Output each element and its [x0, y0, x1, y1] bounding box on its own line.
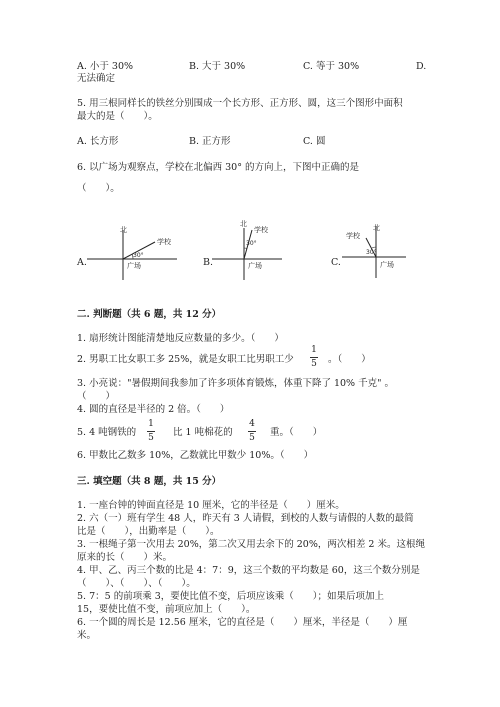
q4-option-a: A. 小于 30% [77, 61, 134, 72]
angle-label: 30° [246, 240, 257, 247]
fraction-denominator: 5 [148, 433, 154, 443]
q5-option-c: C. 圆 [303, 136, 326, 147]
q6-option-a: A. [77, 257, 87, 268]
q5-option-b: B. 正方形 [189, 136, 231, 147]
compass-diagram-a [87, 222, 187, 282]
s2-q2-fraction [308, 345, 320, 370]
s3-q3-line2: 原来的长（ ）米。 [77, 552, 173, 563]
north-label: 北 [240, 220, 247, 228]
q6-line1: 6. 以广场为观察点，学校在北偏西 30° 的方向上，下图中正确的是 [77, 162, 359, 173]
s3-q4-line1: 4. 甲、乙、丙三个数的比是 4：7：9，这三个数的平均数是 60，这三个数分别是 [77, 565, 420, 576]
s3-q1: 1. 一座台钟的钟面直径是 10 厘米，它的半径是（ ）厘米。 [77, 500, 345, 511]
s2-q5-part1: 5. 4 吨钢铁的 [77, 427, 137, 438]
compass-diagram-c [342, 218, 442, 278]
s2-q5-part3: 重。（ ） [270, 427, 323, 438]
q4-option-c: C. 等于 30% [303, 61, 360, 72]
section2-title: 二. 判断题（共 6 题，共 12 分） [77, 309, 222, 320]
q6-option-c: C. [331, 257, 341, 268]
s2-q2-part2: 。（ ） [328, 354, 371, 365]
compass-diagram-b [212, 218, 312, 278]
s3-q6-line2: 米。 [77, 630, 97, 641]
s3-q2-line1: 2. 六（一）班有学生 48 人，昨天有 3 人请假，到校的人数与请假的人数的最简 [77, 513, 414, 524]
fraction-numerator: 1 [311, 345, 317, 355]
fraction-numerator: 1 [148, 419, 154, 429]
s3-q6-line1: 6. 一个圆的周长是 12.56 厘米，它的直径是（ ）厘米，半径是（ ）厘 [77, 617, 408, 628]
s2-q5-fraction-1 [145, 419, 157, 444]
s2-q3-line1: 3. 小亮说："暑假期间我参加了许多项体育锻炼，体重下降了 10% 千克" 。 [77, 378, 394, 389]
s3-q3-line1: 3. 一根绳子第一次用去 20%，第二次又用去余下的 20%，两次相差 2 米。这根绳 [77, 539, 425, 550]
north-label: 北 [120, 226, 127, 234]
q4-option-b: B. 大于 30% [189, 61, 246, 72]
angle-arc [372, 247, 376, 248]
s2-q4: 4. 圆的直径是半径的 2 倍。（ ） [77, 404, 230, 415]
q5-option-a: A. 长方形 [77, 136, 119, 147]
fraction-denominator: 5 [311, 359, 317, 369]
angle-label: 30° [366, 249, 377, 256]
s2-q5-part2: 比 1 吨棉花的 [173, 427, 233, 438]
s2-q3-line2: （ ） [77, 391, 116, 402]
q5-line1: 5. 用三根同样长的铁丝分别围成一个长方形、正方形、圆，这三个图形中面积 [77, 98, 403, 109]
s3-q5-line1: 5. 7：5 的前项乘 3，要使比值不变，后项应该乘（ ）；如果后项加上 [77, 591, 385, 602]
q6-option-b: B. [203, 257, 214, 268]
q6-line2: （ ）。 [77, 183, 120, 194]
fraction-numerator: 4 [249, 419, 255, 429]
section3-title: 三. 填空题（共 8 题，共 15 分） [77, 476, 222, 487]
square-label: 广场 [248, 262, 262, 270]
north-label: 北 [373, 224, 380, 232]
q4-option-d: D. [416, 61, 427, 72]
s2-q2-part1: 2. 男职工比女职工多 25%，就是女职工比男职工少 [77, 354, 294, 365]
school-label: 学校 [157, 238, 171, 246]
s3-q4-line2: （ ）、（ ）、（ ）。 [77, 578, 196, 589]
s2-q5-fraction-2 [246, 419, 258, 444]
fraction-denominator: 5 [249, 433, 255, 443]
s2-q6: 6. 甲数比乙数多 10%，乙数就比甲数少 10%。（ ） [77, 450, 314, 461]
s2-q1: 1. 扇形统计图能清楚地反应数量的多少。（ ） [77, 333, 284, 344]
s3-q2-line2: 比是（ ），出勤率是（ ）。 [77, 526, 220, 537]
square-label: 广场 [127, 262, 141, 270]
q5-line2: 最大的是（ ）。 [77, 111, 158, 122]
school-label: 学校 [254, 226, 268, 234]
s3-q5-line2: 15，要使比值不变，前项应加上（ ）。 [77, 604, 256, 615]
angle-label: 30° [133, 252, 144, 259]
q4-option-d-text: 无法确定 [77, 73, 116, 84]
square-label: 广场 [380, 261, 394, 269]
school-label: 学校 [346, 232, 360, 240]
